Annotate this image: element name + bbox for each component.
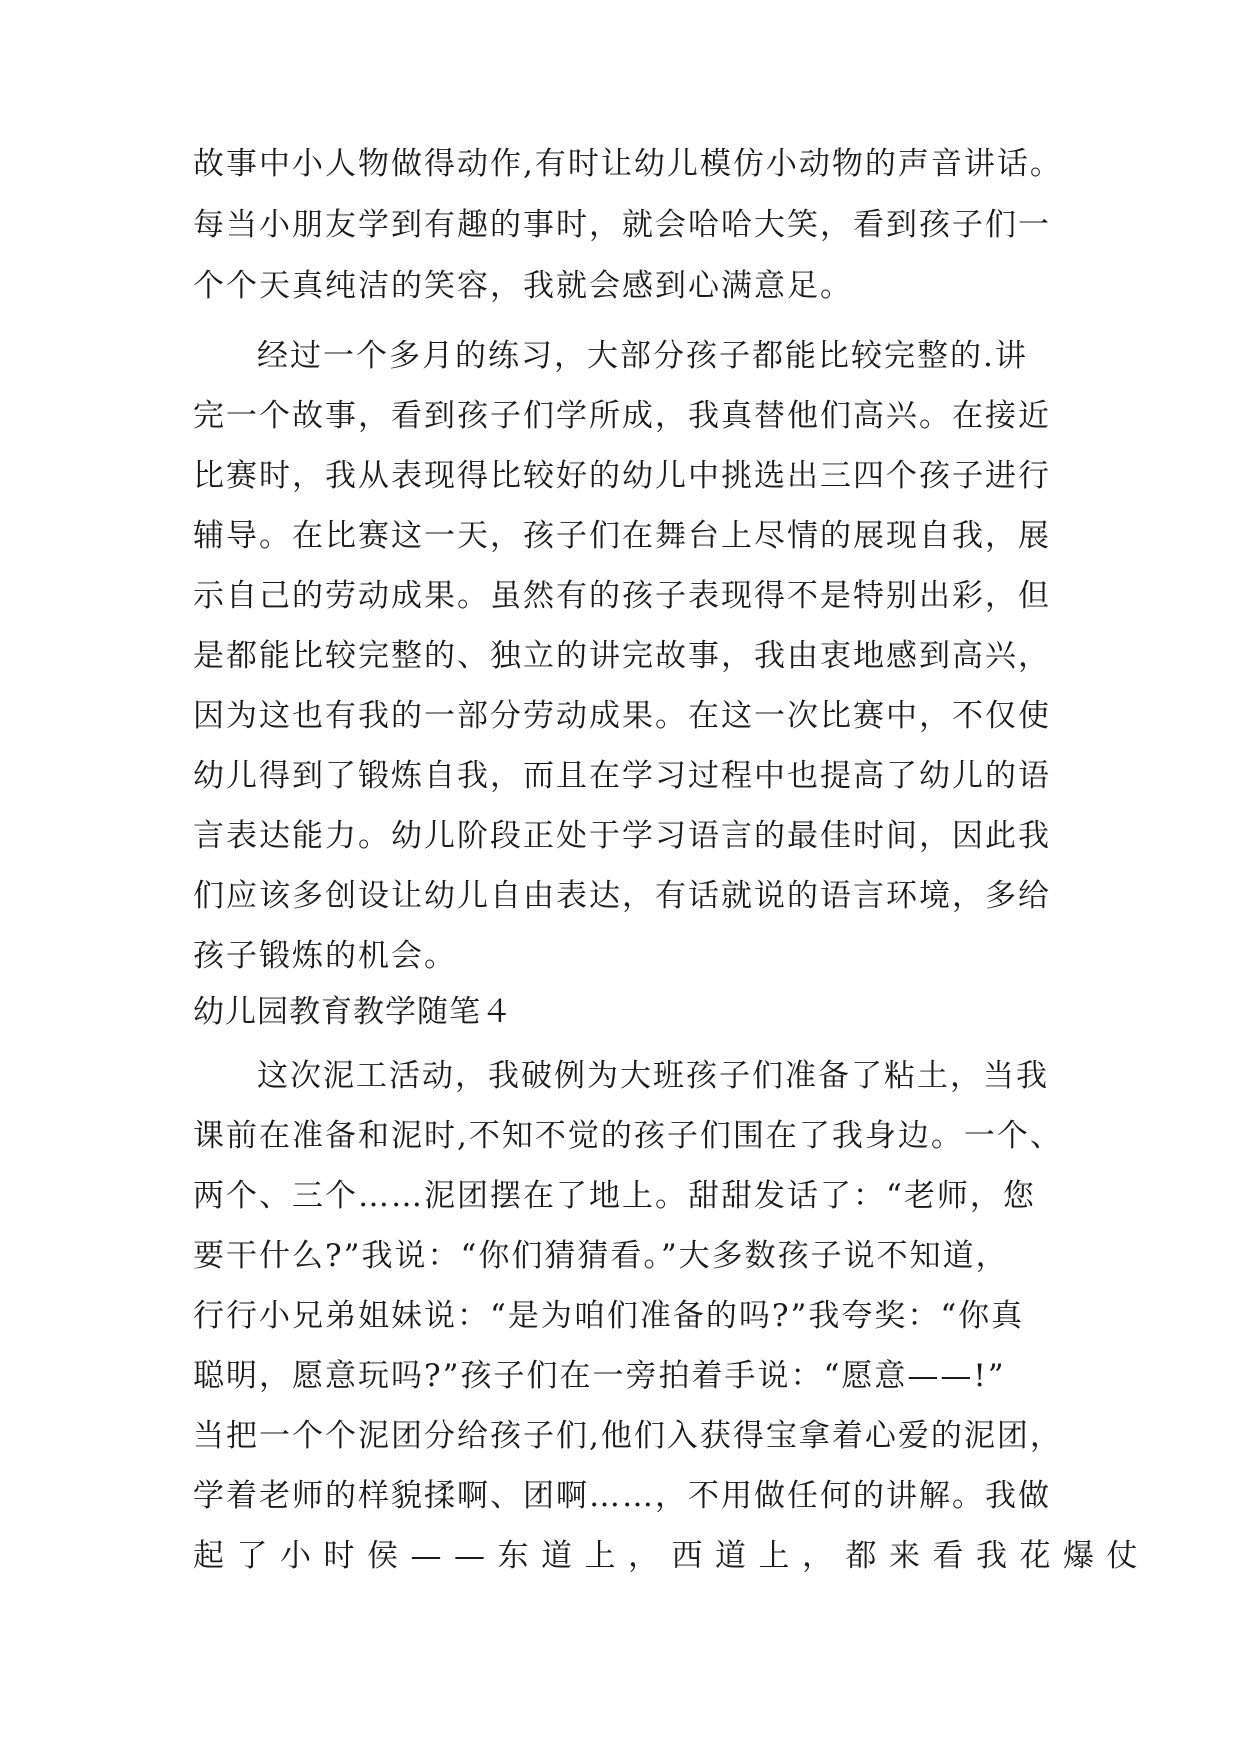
paragraph-line: 两个、三个……泥团摆在了地上。甜甜发话了：“老师，您 xyxy=(193,1178,1036,1214)
paragraph-line: 要干什么?”我说：“你们猜猜看。”大多数孩子说不知道， xyxy=(193,1238,1009,1274)
paragraph-line: 起了小时侯——东道上，西道上，都来看我花爆仗 xyxy=(193,1538,1150,1574)
paragraph-line: 辅导。在比赛这一天，孩子们在舞台上尽情的展现自我，展 xyxy=(193,518,1051,554)
section-heading: 幼儿园教育教学随笔４ xyxy=(193,994,513,1030)
paragraph-line: 是都能比较完整的、独立的讲完故事，我由衷地感到高兴， xyxy=(193,638,1051,674)
paragraph-first-line: 这次泥工活动，我破例为大班孩子们准备了粘土，当我 xyxy=(257,1058,1049,1094)
paragraph-line: 个个天真纯洁的笑容，我就会感到心满意足。 xyxy=(193,268,853,304)
paragraph-line: 学着老师的样貌揉啊、团啊……，不用做任何的讲解。我做 xyxy=(193,1478,1051,1514)
paragraph-line: 幼儿得到了锻炼自我，而且在学习过程中也提高了幼儿的语 xyxy=(193,758,1051,794)
paragraph-line: 每当小朋友学到有趣的事时，就会哈哈大笑，看到孩子们一 xyxy=(193,207,1051,243)
paragraph-line: 当把一个个泥团分给孩子们,他们入获得宝拿着心爱的泥团， xyxy=(193,1418,1063,1454)
paragraph-line: 因为这也有我的一部分劳动成果。在这一次比赛中，不仅使 xyxy=(193,698,1051,734)
paragraph-line: 言表达能力。幼儿阶段正处于学习语言的最佳时间，因此我 xyxy=(193,818,1051,854)
paragraph-first-line: 经过一个多月的练习，大部分孩子都能比较完整的.讲 xyxy=(257,338,1028,374)
paragraph-line: 故事中小人物做得动作,有时让幼儿模仿小动物的声音讲话。 xyxy=(193,146,1063,182)
paragraph-line: 聪明，愿意玩吗?”孩子们在一旁拍着手说：“愿意——!” xyxy=(193,1358,1006,1394)
paragraph-line: 课前在准备和泥时,不知不觉的孩子们围在了我身边。一个、 xyxy=(193,1118,1063,1154)
paragraph-line: 示自己的劳动成果。虽然有的孩子表现得不是特别出彩，但 xyxy=(193,578,1051,614)
paragraph-line: 行行小兄弟姐妹说：“是为咱们准备的吗?”我夸奖：“你真 xyxy=(193,1298,1025,1334)
paragraph-line: 完一个故事，看到孩子们学所成，我真替他们高兴。在接近 xyxy=(193,398,1051,434)
paragraph-line: 比赛时，我从表现得比较好的幼儿中挑选出三四个孩子进行 xyxy=(193,458,1051,494)
paragraph-line: 们应该多创设让幼儿自由表达，有话就说的语言环境，多给 xyxy=(193,878,1051,914)
paragraph-line: 孩子锻炼的机会。 xyxy=(193,938,457,974)
